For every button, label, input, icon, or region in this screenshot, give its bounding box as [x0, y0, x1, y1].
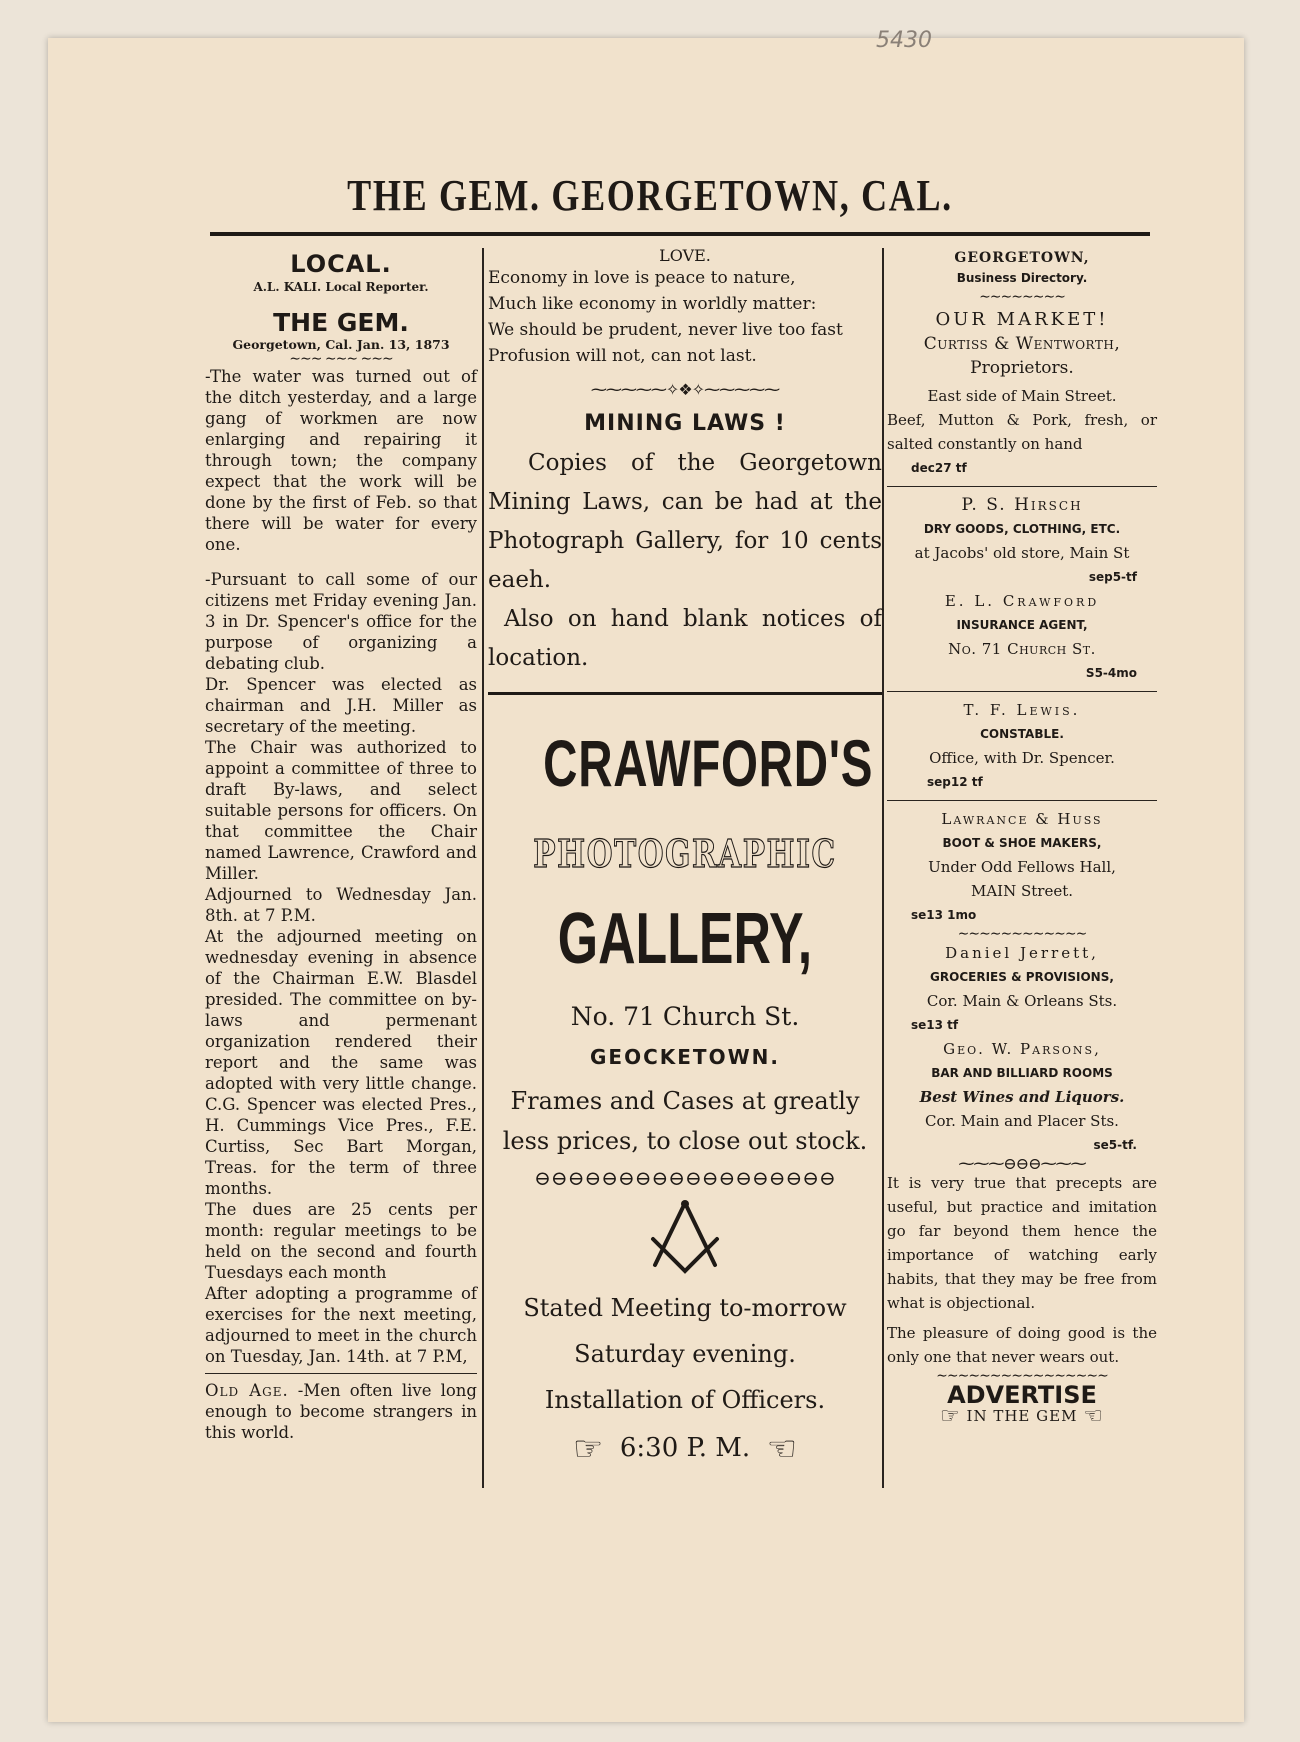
market-location: East side of Main Street. — [927, 387, 1117, 405]
parsons-trade: BAR AND BILLIARD ROOMS — [931, 1066, 1113, 1080]
hirsch-location: at Jacobs' old store, Main St — [914, 544, 1130, 562]
masthead: THE GEM. GEORGETOWN, CAL. — [347, 171, 953, 220]
jerrett-ref: se13 tf — [911, 1018, 959, 1032]
pointing-hand-left-icon: ☜ — [1083, 1404, 1104, 1429]
crawford-name: E. L. Crawford — [944, 592, 1100, 610]
market-owners: Curtiss & Wentworth, — [923, 334, 1121, 354]
lawrance-location: Under Odd Fellows Hall, — [928, 858, 1116, 876]
lewis-trade: CONSTABLE. — [980, 727, 1064, 741]
adjourned-meeting-paragraph: At the adjourned meeting on wednesday evening in absence of the Chairman E.W. Blasdel presided. The committee on by-laws and permenant organization rendered their report and the same was adopted with very little change. C.G. Spencer was elected Pres., H. Cummings Vice Pres., F.E. Curtiss, Sec Bart Morgan, Treas. for the term of three months. — [205, 927, 477, 1198]
jerrett-location: Cor. Main & Orleans Sts. — [926, 992, 1118, 1010]
square-and-compass-icon — [645, 1199, 725, 1275]
masonic-emblem — [488, 1199, 882, 1279]
debating-club-paragraph: -Pursuant to call some of our citizens met Friday evening Jan. 3 in Dr. Spencer's office for the purpose of organizing a debating club. — [205, 570, 477, 673]
market-text: Beef, Mutton & Pork, fresh, or salted constantly on hand — [887, 411, 1157, 453]
directory-title: GEORGETOWN, — [954, 250, 1090, 266]
parsons-goods: Best Wines and Liquors. — [919, 1088, 1125, 1106]
jerrett-name: Daniel Jerrett, — [945, 944, 1099, 962]
parsons-ref: se5-tf. — [1093, 1138, 1137, 1152]
masthead-rule — [210, 232, 1150, 236]
lawrance-name: Lawrance & Huss — [941, 810, 1103, 828]
ad-title-photographic: PHOTOGRAPHIC — [533, 831, 837, 876]
love-line: We should be prudent, never live too fast — [488, 320, 843, 340]
local-heading: LOCAL. — [290, 250, 392, 278]
meeting-time-row — [488, 1429, 882, 1469]
in-the-gem-line — [887, 1404, 1157, 1429]
mining-blank-notices-text: Also on hand blank notices of location. — [488, 606, 882, 671]
directory-rule — [887, 486, 1157, 487]
advertise-heading: ADVERTISE — [947, 1381, 1097, 1409]
dateline: Georgetown, Cal. Jan. 13, 1873 — [232, 337, 450, 352]
jerrett-trade: GROCERIES & PROVISIONS, — [930, 970, 1114, 984]
left-rule — [205, 1373, 477, 1374]
center-rule — [488, 692, 882, 695]
mining-copies-text: Copies of the Georgetown Mining Laws, can be had at the Photograph Gallery, for 10 cents eaeh. — [488, 450, 882, 593]
love-line: Much like economy in worldly matter: — [488, 294, 817, 314]
stated-meeting-notice — [488, 1285, 882, 1423]
lewis-location: Office, with Dr. Spencer. — [929, 749, 1115, 767]
gem-heading: THE GEM. — [273, 308, 409, 337]
old-age-text: -Men often live long enough to become strangers in this world. — [205, 1381, 477, 1442]
stated-line: Installation of Officers. — [544, 1386, 826, 1414]
stated-line: Saturday evening. — [574, 1340, 796, 1368]
wave-divider: ∼∼∼∼∼∼∼∼∼∼∼∼∼∼∼∼ — [936, 1368, 1108, 1384]
dues-paragraph: The dues are 25 cents per month: regular meetings to be held on the second and fourth Tuesdays each month — [205, 1200, 477, 1282]
directory-rule — [887, 691, 1157, 692]
lewis-name: T. F. Lewis. — [963, 701, 1081, 719]
lawrance-location-2: MAIN Street. — [970, 882, 1074, 900]
local-reporter: A.L. KALI. Local Reporter. — [253, 280, 429, 294]
ornament-divider: ⁓⁓⁓⊖⊖⊖⁓⁓⁓ — [958, 1154, 1086, 1173]
meeting-time: 6:30 P. M. — [619, 1433, 751, 1463]
parsons-location: Cor. Main and Placer Sts. — [925, 1112, 1119, 1130]
wave-divider: ∼∼∼ ∼∼∼ ∼∼∼ — [289, 351, 393, 367]
ad-frames-text: Frames and Cases at greatly less prices, to close out stock. — [502, 1087, 868, 1155]
in-the-gem-text: IN THE GEM — [966, 1407, 1078, 1425]
pointing-hand-right-icon: ☞ — [572, 1429, 604, 1469]
hirsch-ref: sep5-tf — [1088, 570, 1137, 584]
election-paragraph: Dr. Spencer was elected as chairman and J.H. Miller as secretary of the meeting. — [205, 675, 477, 736]
ad-town: GEOCKETOWN. — [590, 1045, 780, 1069]
ad-title-crawfords: CRAWFORD'S — [543, 726, 874, 800]
column-divider-right — [882, 248, 884, 1488]
crawford-ref: S5-4mo — [1085, 666, 1137, 680]
column-divider-left — [482, 248, 484, 1488]
ad-title-gallery: GALLERY, — [557, 899, 813, 979]
mining-laws-heading: MINING LAWS ! — [584, 411, 786, 436]
local-column — [205, 246, 477, 1443]
parsons-name: Geo. W. Parsons, — [943, 1040, 1101, 1058]
lawrance-ref: se13 1mo — [911, 908, 977, 922]
ad-frames — [488, 1081, 882, 1161]
center-column — [488, 246, 882, 1469]
directory-subtitle: Business Directory. — [956, 271, 1088, 285]
pleasure-paragraph: The pleasure of doing good is the only one that never wears out. — [887, 1324, 1157, 1366]
committee-paragraph: The Chair was authorized to appoint a committee of three to draft By-laws, and select suitable persons for officers. On that committee the Chair named Lawrence, Crawford and Miller. — [205, 738, 477, 883]
chain-ornament-divider: ⊖⊖⊖⊖⊖⊖⊖⊖⊖⊖⊖⊖⊖⊖⊖⊖⊖⊖ — [534, 1166, 836, 1190]
love-line: Economy in love is peace to nature, — [488, 268, 796, 288]
catalog-number: 5430 — [876, 28, 932, 53]
adjourned-paragraph: Adjourned to Wednesday Jan. 8th. at 7 P.M. — [205, 885, 477, 925]
directory-rule — [887, 800, 1157, 801]
lawrance-trade: BOOT & SHOE MAKERS, — [942, 836, 1102, 850]
crawford-trade: INSURANCE AGENT, — [956, 618, 1088, 632]
pointing-hand-right-icon: ☞ — [940, 1404, 961, 1429]
wave-divider: ∼∼∼∼∼∼∼∼ — [979, 289, 1065, 305]
wave-divider: ∼∼∼∼∼∼∼∼∼∼∼∼ — [957, 926, 1087, 942]
market-ref: dec27 tf — [911, 461, 967, 475]
crawford-address: No. 71 Church St. — [948, 640, 1096, 658]
ornament-divider: ⁓⁓⁓⁓⁓✧❖✧⁓⁓⁓⁓⁓ — [590, 380, 780, 399]
precepts-paragraph: It is very true that precepts are useful, but practice and imitation go far beyond them hence the importance of watching early habits, that they may be free from what is objectional. — [887, 1174, 1157, 1312]
pointing-hand-left-icon: ☜ — [766, 1429, 798, 1469]
hirsch-trade: DRY GOODS, CLOTHING, ETC. — [923, 522, 1121, 536]
old-age-label: Old Age. — [205, 1381, 289, 1400]
mining-laws-notice — [488, 444, 882, 678]
old-age-paragraph — [205, 1380, 477, 1443]
love-poem — [488, 265, 882, 369]
market-role: Proprietors. — [970, 358, 1074, 378]
business-directory-column — [887, 246, 1157, 1429]
lewis-ref: sep12 tf — [927, 775, 983, 789]
water-paragraph: -The water was turned out of the ditch yesterday, and a large gang of workmen are now enlarging and repairing it through town; the company expect that the work will be done by the first of Feb. so that there will be water for every one. — [205, 367, 477, 554]
programme-paragraph: After adopting a programme of exercises for the next meeting, adjourned to meet in the church on Tuesday, Jan. 14th. at 7 P.M, — [205, 1284, 477, 1366]
love-line: Profusion will not, can not last. — [488, 346, 757, 366]
hirsch-name: P. S. Hirsch — [961, 495, 1083, 515]
market-title: OUR MARKET! — [935, 309, 1109, 330]
love-title: LOVE. — [659, 246, 711, 265]
stated-line: Stated Meeting to-morrow — [523, 1294, 847, 1322]
ad-address: No. 71 Church St. — [570, 1002, 800, 1031]
